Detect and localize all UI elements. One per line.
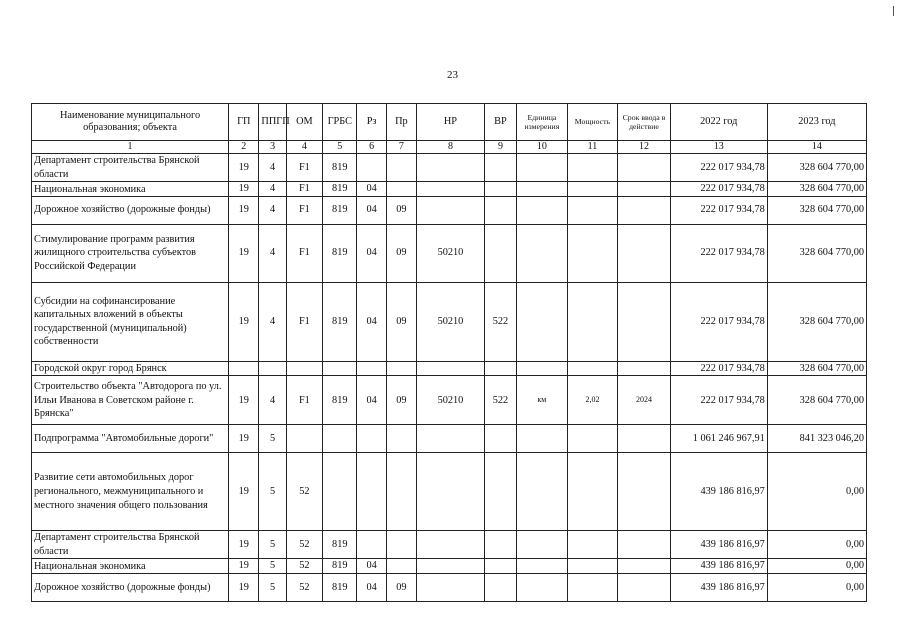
cell-term <box>618 559 671 574</box>
cell-nr <box>417 453 485 531</box>
cell-gp: 19 <box>229 453 259 531</box>
cell-y2023: 328 604 770,00 <box>767 224 866 282</box>
column-number: 13 <box>670 141 767 154</box>
cell-term <box>618 574 671 602</box>
cell-capacity <box>567 361 618 376</box>
cell-pr: 09 <box>386 376 416 425</box>
cell-vr: 522 <box>484 376 516 425</box>
cell-nr <box>417 531 485 559</box>
cell-rz: 04 <box>357 182 386 197</box>
cell-ppgp: 4 <box>259 182 286 197</box>
table-row <box>32 154 867 182</box>
cell-om: 52 <box>286 453 322 531</box>
cell-unit <box>517 574 568 602</box>
cell-term <box>618 425 671 453</box>
cell-grbs: 819 <box>323 182 357 197</box>
cell-pr <box>386 559 416 574</box>
cell-name: Департамент строительства Брянской области <box>32 154 229 182</box>
cell-term <box>618 531 671 559</box>
cell-rz: 04 <box>357 196 386 224</box>
header-2022: 2022 год <box>670 104 767 141</box>
cell-unit <box>517 531 568 559</box>
header-name: Наименование муниципального образования; объекта <box>32 104 229 141</box>
cell-vr <box>484 196 516 224</box>
column-number: 9 <box>484 141 516 154</box>
column-number: 10 <box>517 141 568 154</box>
cell-vr <box>484 154 516 182</box>
cell-gp: 19 <box>229 182 259 197</box>
table-row <box>32 453 867 531</box>
cell-rz: 04 <box>357 574 386 602</box>
cell-y2022: 222 017 934,78 <box>670 154 767 182</box>
cell-nr <box>417 182 485 197</box>
cell-y2023: 328 604 770,00 <box>767 154 866 182</box>
header-vr: ВР <box>484 104 516 141</box>
header-2023: 2023 год <box>767 104 866 141</box>
cell-nr: 50210 <box>417 224 485 282</box>
cell-y2023: 328 604 770,00 <box>767 282 866 361</box>
table-row <box>32 196 867 224</box>
cell-unit <box>517 361 568 376</box>
cell-nr <box>417 574 485 602</box>
cell-vr <box>484 453 516 531</box>
cell-rz: 04 <box>357 282 386 361</box>
cell-name: Национальная экономика <box>32 182 229 197</box>
cell-y2022: 222 017 934,78 <box>670 224 767 282</box>
cell-nr: 50210 <box>417 282 485 361</box>
cell-vr <box>484 531 516 559</box>
cell-capacity <box>567 224 618 282</box>
cell-rz: 04 <box>357 559 386 574</box>
cell-pr <box>386 182 416 197</box>
cell-capacity <box>567 182 618 197</box>
cell-gp <box>229 361 259 376</box>
header-term: Срок ввода в действие <box>618 104 671 141</box>
cell-ppgp: 5 <box>259 453 286 531</box>
header-row <box>32 104 867 141</box>
cell-vr <box>484 425 516 453</box>
cell-pr: 09 <box>386 282 416 361</box>
cell-y2023: 328 604 770,00 <box>767 361 866 376</box>
table-row <box>32 559 867 574</box>
cell-nr <box>417 154 485 182</box>
cell-vr <box>484 559 516 574</box>
cell-unit <box>517 196 568 224</box>
cell-y2022: 439 186 816,97 <box>670 453 767 531</box>
column-number: 6 <box>357 141 386 154</box>
header-capacity: Мощность <box>567 104 618 141</box>
budget-table <box>31 103 867 602</box>
cell-gp: 19 <box>229 154 259 182</box>
cell-ppgp: 4 <box>259 196 286 224</box>
cell-vr <box>484 224 516 282</box>
cell-ppgp: 4 <box>259 224 286 282</box>
cell-rz <box>357 425 386 453</box>
table-row <box>32 282 867 361</box>
cell-term <box>618 182 671 197</box>
cell-gp: 19 <box>229 376 259 425</box>
page-number: 23 <box>447 69 458 81</box>
cell-name: Национальная экономика <box>32 559 229 574</box>
cell-gp: 19 <box>229 531 259 559</box>
cell-grbs: 819 <box>323 196 357 224</box>
cell-grbs: 819 <box>323 376 357 425</box>
cell-name: Развитие сети автомобильных дорог регионального, межмуниципального и местного значения общего пользования <box>32 453 229 531</box>
cell-grbs: 819 <box>323 282 357 361</box>
column-number: 11 <box>567 141 618 154</box>
cell-y2023: 0,00 <box>767 453 866 531</box>
cell-pr <box>386 425 416 453</box>
cell-grbs: 819 <box>323 559 357 574</box>
cell-pr: 09 <box>386 224 416 282</box>
cell-capacity <box>567 154 618 182</box>
cell-vr <box>484 574 516 602</box>
cell-y2023: 841 323 046,20 <box>767 425 866 453</box>
cell-unit <box>517 559 568 574</box>
cell-pr: 09 <box>386 196 416 224</box>
scan-edge-mark <box>893 6 894 16</box>
cell-ppgp <box>259 361 286 376</box>
cell-gp: 19 <box>229 559 259 574</box>
cell-grbs <box>323 453 357 531</box>
cell-grbs: 819 <box>323 574 357 602</box>
cell-name: Подпрограмма "Автомобильные дороги" <box>32 425 229 453</box>
column-number: 2 <box>229 141 259 154</box>
cell-grbs <box>323 425 357 453</box>
cell-nr <box>417 559 485 574</box>
cell-name: Стимулирование программ развития жилищного строительства субъектов Российской Федерации <box>32 224 229 282</box>
table-row <box>32 425 867 453</box>
cell-om: 52 <box>286 559 322 574</box>
cell-gp: 19 <box>229 574 259 602</box>
cell-name: Дорожное хозяйство (дорожные фонды) <box>32 574 229 602</box>
cell-om: F1 <box>286 282 322 361</box>
column-number: 3 <box>259 141 286 154</box>
cell-pr <box>386 361 416 376</box>
cell-rz: 04 <box>357 224 386 282</box>
cell-y2022: 1 061 246 967,91 <box>670 425 767 453</box>
cell-vr: 522 <box>484 282 516 361</box>
cell-gp: 19 <box>229 224 259 282</box>
cell-capacity <box>567 282 618 361</box>
cell-term <box>618 224 671 282</box>
cell-ppgp: 5 <box>259 531 286 559</box>
cell-grbs: 819 <box>323 531 357 559</box>
cell-term <box>618 282 671 361</box>
cell-term: 2024 <box>618 376 671 425</box>
header-pr: Пр <box>386 104 416 141</box>
cell-ppgp: 5 <box>259 425 286 453</box>
header-unit: Единица измерения <box>517 104 568 141</box>
table-row <box>32 182 867 197</box>
cell-term <box>618 453 671 531</box>
table-row <box>32 531 867 559</box>
cell-om: F1 <box>286 196 322 224</box>
cell-y2022: 222 017 934,78 <box>670 196 767 224</box>
cell-y2022: 439 186 816,97 <box>670 559 767 574</box>
cell-name: Городской округ город Брянск <box>32 361 229 376</box>
header-rz: Рз <box>357 104 386 141</box>
cell-capacity <box>567 574 618 602</box>
cell-pr <box>386 453 416 531</box>
cell-gp: 19 <box>229 282 259 361</box>
cell-unit <box>517 154 568 182</box>
column-number: 14 <box>767 141 866 154</box>
cell-pr <box>386 531 416 559</box>
cell-ppgp: 5 <box>259 559 286 574</box>
cell-unit <box>517 425 568 453</box>
cell-rz: 04 <box>357 376 386 425</box>
cell-capacity: 2,02 <box>567 376 618 425</box>
cell-unit: км <box>517 376 568 425</box>
cell-ppgp: 4 <box>259 376 286 425</box>
cell-capacity <box>567 425 618 453</box>
header-grbs: ГРБС <box>323 104 357 141</box>
cell-y2023: 328 604 770,00 <box>767 196 866 224</box>
cell-y2022: 222 017 934,78 <box>670 361 767 376</box>
cell-om: F1 <box>286 182 322 197</box>
cell-y2023: 0,00 <box>767 574 866 602</box>
cell-nr <box>417 196 485 224</box>
cell-y2022: 222 017 934,78 <box>670 376 767 425</box>
cell-term <box>618 196 671 224</box>
cell-name: Субсидии на софинансирование капитальных вложений в объекты государственной (муниципальной) собственности <box>32 282 229 361</box>
cell-y2023: 0,00 <box>767 559 866 574</box>
cell-pr: 09 <box>386 574 416 602</box>
header-om: ОМ <box>286 104 322 141</box>
cell-ppgp: 5 <box>259 574 286 602</box>
cell-vr <box>484 361 516 376</box>
cell-rz <box>357 453 386 531</box>
cell-om: F1 <box>286 376 322 425</box>
table-row <box>32 574 867 602</box>
column-number: 8 <box>417 141 485 154</box>
cell-om: 52 <box>286 574 322 602</box>
cell-pr <box>386 154 416 182</box>
cell-capacity <box>567 531 618 559</box>
cell-unit <box>517 224 568 282</box>
table-row <box>32 361 867 376</box>
cell-unit <box>517 182 568 197</box>
cell-term <box>618 361 671 376</box>
cell-nr <box>417 361 485 376</box>
cell-y2022: 222 017 934,78 <box>670 182 767 197</box>
cell-vr <box>484 182 516 197</box>
column-number-row <box>32 141 867 154</box>
cell-ppgp: 4 <box>259 154 286 182</box>
cell-y2023: 328 604 770,00 <box>767 182 866 197</box>
cell-om: F1 <box>286 224 322 282</box>
cell-name: Строительство объекта "Автодорога по ул. Ильи Иванова в Советском районе г. Брянска" <box>32 376 229 425</box>
cell-om <box>286 425 322 453</box>
cell-capacity <box>567 196 618 224</box>
cell-capacity <box>567 559 618 574</box>
cell-unit <box>517 453 568 531</box>
header-nr: НР <box>417 104 485 141</box>
table-row <box>32 376 867 425</box>
cell-y2023: 0,00 <box>767 531 866 559</box>
cell-y2022: 222 017 934,78 <box>670 282 767 361</box>
column-number: 1 <box>32 141 229 154</box>
cell-om: F1 <box>286 154 322 182</box>
column-number: 7 <box>386 141 416 154</box>
cell-nr <box>417 425 485 453</box>
column-number: 12 <box>618 141 671 154</box>
cell-rz <box>357 361 386 376</box>
cell-om <box>286 361 322 376</box>
header-ppgp: ППГП <box>259 104 286 141</box>
cell-om: 52 <box>286 531 322 559</box>
cell-name: Департамент строительства Брянской области <box>32 531 229 559</box>
cell-name: Дорожное хозяйство (дорожные фонды) <box>32 196 229 224</box>
cell-grbs <box>323 361 357 376</box>
cell-unit <box>517 282 568 361</box>
cell-y2022: 439 186 816,97 <box>670 531 767 559</box>
cell-gp: 19 <box>229 425 259 453</box>
table-body <box>32 154 867 602</box>
cell-y2022: 439 186 816,97 <box>670 574 767 602</box>
table-row <box>32 224 867 282</box>
cell-nr: 50210 <box>417 376 485 425</box>
cell-capacity <box>567 453 618 531</box>
column-number: 5 <box>323 141 357 154</box>
cell-term <box>618 154 671 182</box>
cell-rz <box>357 154 386 182</box>
cell-gp: 19 <box>229 196 259 224</box>
cell-grbs: 819 <box>323 154 357 182</box>
cell-rz <box>357 531 386 559</box>
cell-y2023: 328 604 770,00 <box>767 376 866 425</box>
header-gp: ГП <box>229 104 259 141</box>
cell-ppgp: 4 <box>259 282 286 361</box>
cell-grbs: 819 <box>323 224 357 282</box>
column-number: 4 <box>286 141 322 154</box>
